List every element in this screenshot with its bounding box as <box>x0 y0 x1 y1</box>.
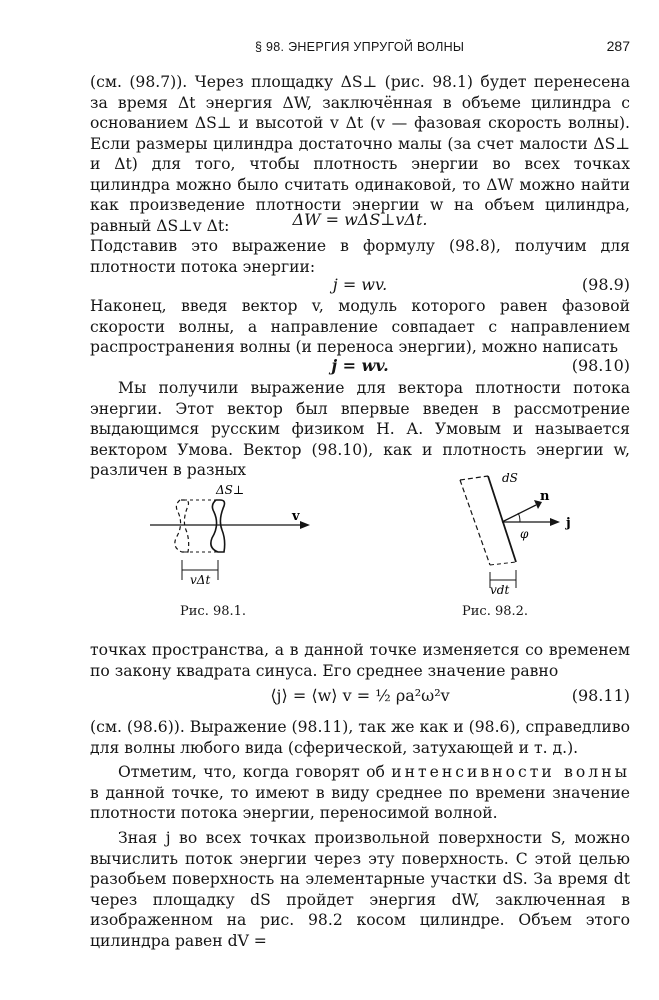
label-flux: j <box>566 516 571 531</box>
figure-98-1 <box>140 480 340 590</box>
page-number: 287 <box>606 38 630 54</box>
label-area: dS <box>502 471 518 485</box>
cylinder-edge-top <box>460 476 488 480</box>
angle-arc <box>518 513 520 522</box>
label-velocity: v <box>292 509 300 524</box>
paragraph-2: Подставив это выражение в формулу (98.8), получим для плотности потока энергии: <box>90 237 630 276</box>
paragraph-7 <box>90 762 630 824</box>
figure-caption-98-2: Рис. 98.2. <box>462 604 529 619</box>
paragraph-7-start: Отметим, что, когда говорят об <box>118 763 392 781</box>
label-area: ΔS⊥ <box>216 483 245 497</box>
formula-98-10 <box>90 356 630 378</box>
label-normal: n <box>540 489 550 504</box>
cylinder-base-left <box>175 500 189 552</box>
cylinder-edge-left <box>460 480 490 565</box>
formula-number: (98.10) <box>571 356 630 375</box>
figure-98-2 <box>440 470 600 595</box>
paragraph-5: точках пространства, а в данной точке изменяется со временем по закону квадрата синуса. Его среднее значение равно <box>90 641 630 680</box>
paragraph-8: Зная j во всех точках произвольной поверхности S, можно вычислить поток энергии через эту поверхность. С этой целью разобьем поверхность на элементарные участки dS. За время dt через площадку dS пройдет энергия dW, заключенная в изображенном на рис. 98.2 косом цилиндре. Объем этого цилиндра равен dV = <box>90 829 630 950</box>
figure-caption-98-1: Рис. 98.1. <box>180 604 247 619</box>
formula-number: (98.11) <box>571 686 630 705</box>
paragraph-4: Мы получили выражение для вектора плотности потока энергии. Этот вектор был впервые введен в рассмотрение выдающимся русским физиком Н. А. Умовым и называется вектором Умова. Вектор (98.10), как и плотность энергии w, различен в разных <box>90 379 630 479</box>
paragraph-7-end: в данной точке, то имеют в виду среднее по времени значение плотности потока энергии, переносимой волной. <box>90 783 630 822</box>
paragraph-1: (см. (98.7)). Через площадку ΔS⊥ (рис. 98.1) будет перенесена за время Δt энергия ΔW, заключённая в объеме цилиндра с основанием ΔS⊥ и высотой v Δt (v — фазовая скорость волны). Если размеры цилиндра достаточно малы (за счет малости ΔS⊥ и Δt) для того, чтобы плотность энергии во всех точках цилиндра можно было считать одинаковой, то ΔW можно найти как произведение плотности энергии w на объем цилиндра, равный ΔS⊥v Δt: <box>90 73 630 235</box>
label-length: vdt <box>490 583 510 595</box>
paragraph-6: (см. (98.6)). Выражение (98.11), так же как и (98.6), справедливо для волны любого вида (сферической, затухающей и т. д.). <box>90 718 630 757</box>
label-length: vΔt <box>190 573 211 587</box>
flux-arrow-icon <box>550 518 560 526</box>
paragraph-3: Наконец, введя вектор v, модуль которого равен фазовой скорости волны, а направление совпадает с направлением распространения волны (и переноса энергии), можно написать <box>90 297 630 356</box>
formula-98-11 <box>90 686 630 708</box>
running-title: § 98. ЭНЕРГИЯ УПРУГОЙ ВОЛНЫ <box>255 40 465 54</box>
page-header <box>90 38 630 58</box>
formula-expression: ΔW = wΔS⊥vΔt. <box>292 210 428 229</box>
formula-expression: ⟨j⟩ = ⟨w⟩ v = ½ ρa²ω²v <box>270 686 450 705</box>
formula-expression: j = wv. <box>332 275 388 294</box>
formula-number: (98.9) <box>581 275 630 294</box>
cylinder-edge-bottom <box>490 562 516 565</box>
formula-98-9 <box>90 275 630 297</box>
normal-vector <box>502 505 536 522</box>
term-wave-intensity: интенсивности волны <box>391 763 631 781</box>
formula-expression: j = wv. <box>331 356 389 375</box>
velocity-arrow-icon <box>300 521 310 529</box>
label-angle: φ <box>520 527 529 541</box>
cylinder-base-right <box>211 500 225 552</box>
surface-element <box>488 476 516 562</box>
formula-energy-cylinder <box>90 210 630 232</box>
